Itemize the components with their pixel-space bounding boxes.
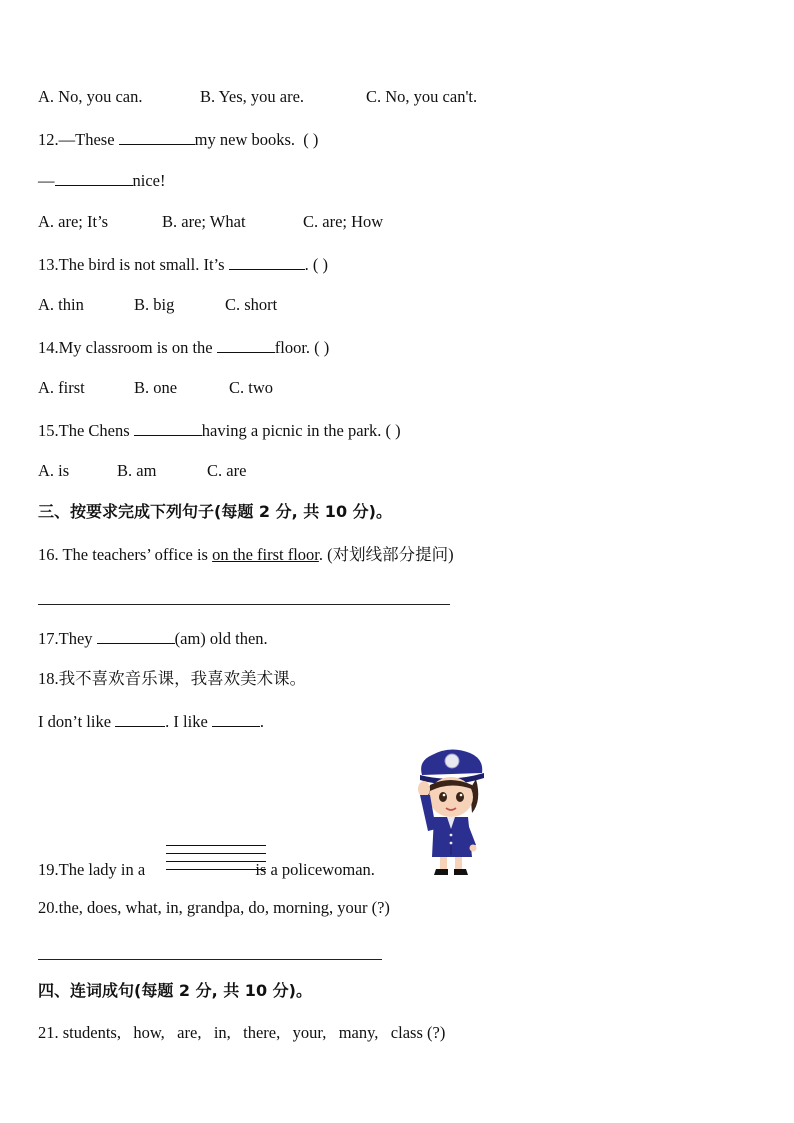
saluting-hand <box>418 781 430 797</box>
q13-option-a: A. thin <box>38 295 84 314</box>
q19-line-1 <box>166 845 266 846</box>
cap-badge-icon <box>445 754 459 768</box>
q12-blank-1[interactable] <box>119 129 195 145</box>
q12-answer-paren[interactable]: ( ) <box>303 130 319 149</box>
q18-english <box>38 711 264 732</box>
q16-text-a: 16. The teachers’ office is <box>38 545 213 564</box>
q12-option-c: C. are; How <box>303 212 384 231</box>
q14-option-b: B. one <box>134 378 178 397</box>
hand-right <box>470 845 477 852</box>
q11-option-a: A. No, you can. <box>38 87 143 106</box>
q11-options <box>38 87 477 107</box>
q14-text-a: 14.My classroom is on the <box>38 338 217 357</box>
q19-line-2 <box>166 853 266 854</box>
eye-right-highlight <box>460 794 463 797</box>
shoe-right <box>454 869 468 875</box>
q12-stem <box>38 129 318 150</box>
q17-text-a: 17.They <box>38 629 97 648</box>
q13-stem <box>38 254 328 275</box>
q17-text-b: (am) old then. <box>174 629 268 648</box>
eye-left <box>439 792 447 802</box>
q14-option-a: A. first <box>38 378 85 397</box>
eye-right <box>456 792 464 802</box>
q16-underlined-part: on the first floor <box>212 545 319 564</box>
eye-left-highlight <box>443 794 446 797</box>
q16-answer-line[interactable] <box>38 604 450 605</box>
shoe-left <box>434 869 448 875</box>
q13-text-b: . ( ) <box>304 255 329 274</box>
leg-left <box>440 857 447 869</box>
q18-blank-1[interactable] <box>115 711 165 727</box>
q12-reply-dash: — <box>38 171 55 190</box>
q14-text-b: floor. ( ) <box>274 338 330 357</box>
q17-stem <box>38 628 268 649</box>
q12-options <box>38 212 383 232</box>
section4-heading: 四、连词成句(每题 2 分, 共 10 分)。 <box>38 981 312 1000</box>
q12-option-a: A. are; It’s <box>38 212 109 231</box>
q17-blank[interactable] <box>97 628 175 644</box>
q12-blank-2[interactable] <box>55 170 133 186</box>
q13-text-a: 13.The bird is not small. It’s <box>38 255 229 274</box>
q12-text-b: my new books. <box>194 130 296 149</box>
q16-stem <box>38 545 454 565</box>
q18-text-c: . <box>259 712 265 731</box>
q15-option-b: B. am <box>117 461 157 480</box>
q18-text-a: I don’t like <box>38 712 116 731</box>
uniform-button-2 <box>450 842 453 845</box>
policewoman-illustration <box>410 745 488 877</box>
q15-option-c: C. are <box>207 461 247 480</box>
uniform-button-1 <box>450 834 453 837</box>
q13-option-b: B. big <box>134 295 175 314</box>
section3-heading: 三、按要求完成下列句子(每题 2 分, 共 10 分)。 <box>38 502 392 521</box>
q11-option-c: C. No, you can't. <box>366 87 478 106</box>
q14-options <box>38 378 273 398</box>
q15-blank[interactable] <box>134 420 202 436</box>
q12-text-a: 12.—These <box>38 130 119 149</box>
q19-text-b: is a policewoman. <box>255 860 375 879</box>
q15-stem <box>38 420 401 441</box>
q19-stem <box>38 860 375 880</box>
q16-text-b: . (对划线部分提问) <box>318 545 454 564</box>
q19-text-a: 19.The lady in a <box>38 860 150 879</box>
q14-blank[interactable] <box>217 337 275 353</box>
q12-reply-end: nice! <box>132 171 166 190</box>
q18-blank-2[interactable] <box>212 711 260 727</box>
q12-reply <box>38 170 165 191</box>
q13-options <box>38 295 277 315</box>
q15-text-b: having a picnic in the park. ( ) <box>201 421 401 440</box>
q15-options <box>38 461 246 481</box>
leg-right <box>455 857 462 869</box>
q12-option-b: B. are; What <box>162 212 246 231</box>
q13-option-c: C. short <box>225 295 278 314</box>
q18-chinese: 18.我不喜欢音乐课，我喜欢美术课。 <box>38 669 307 688</box>
q14-option-c: C. two <box>229 378 274 397</box>
q15-text-a: 15.The Chens <box>38 421 134 440</box>
q20-stem: 20.the, does, what, in, grandpa, do, morning, your (?) <box>38 898 390 917</box>
q18-text-b: . I like <box>165 712 212 731</box>
q20-answer-line[interactable] <box>38 959 382 960</box>
q21-stem: 21. students, how, are, in, there, your, many, class (?) <box>38 1023 446 1042</box>
q15-option-a: A. is <box>38 461 70 480</box>
q11-option-b: B. Yes, you are. <box>200 87 305 106</box>
q13-blank[interactable] <box>229 254 305 270</box>
q14-stem <box>38 337 329 358</box>
